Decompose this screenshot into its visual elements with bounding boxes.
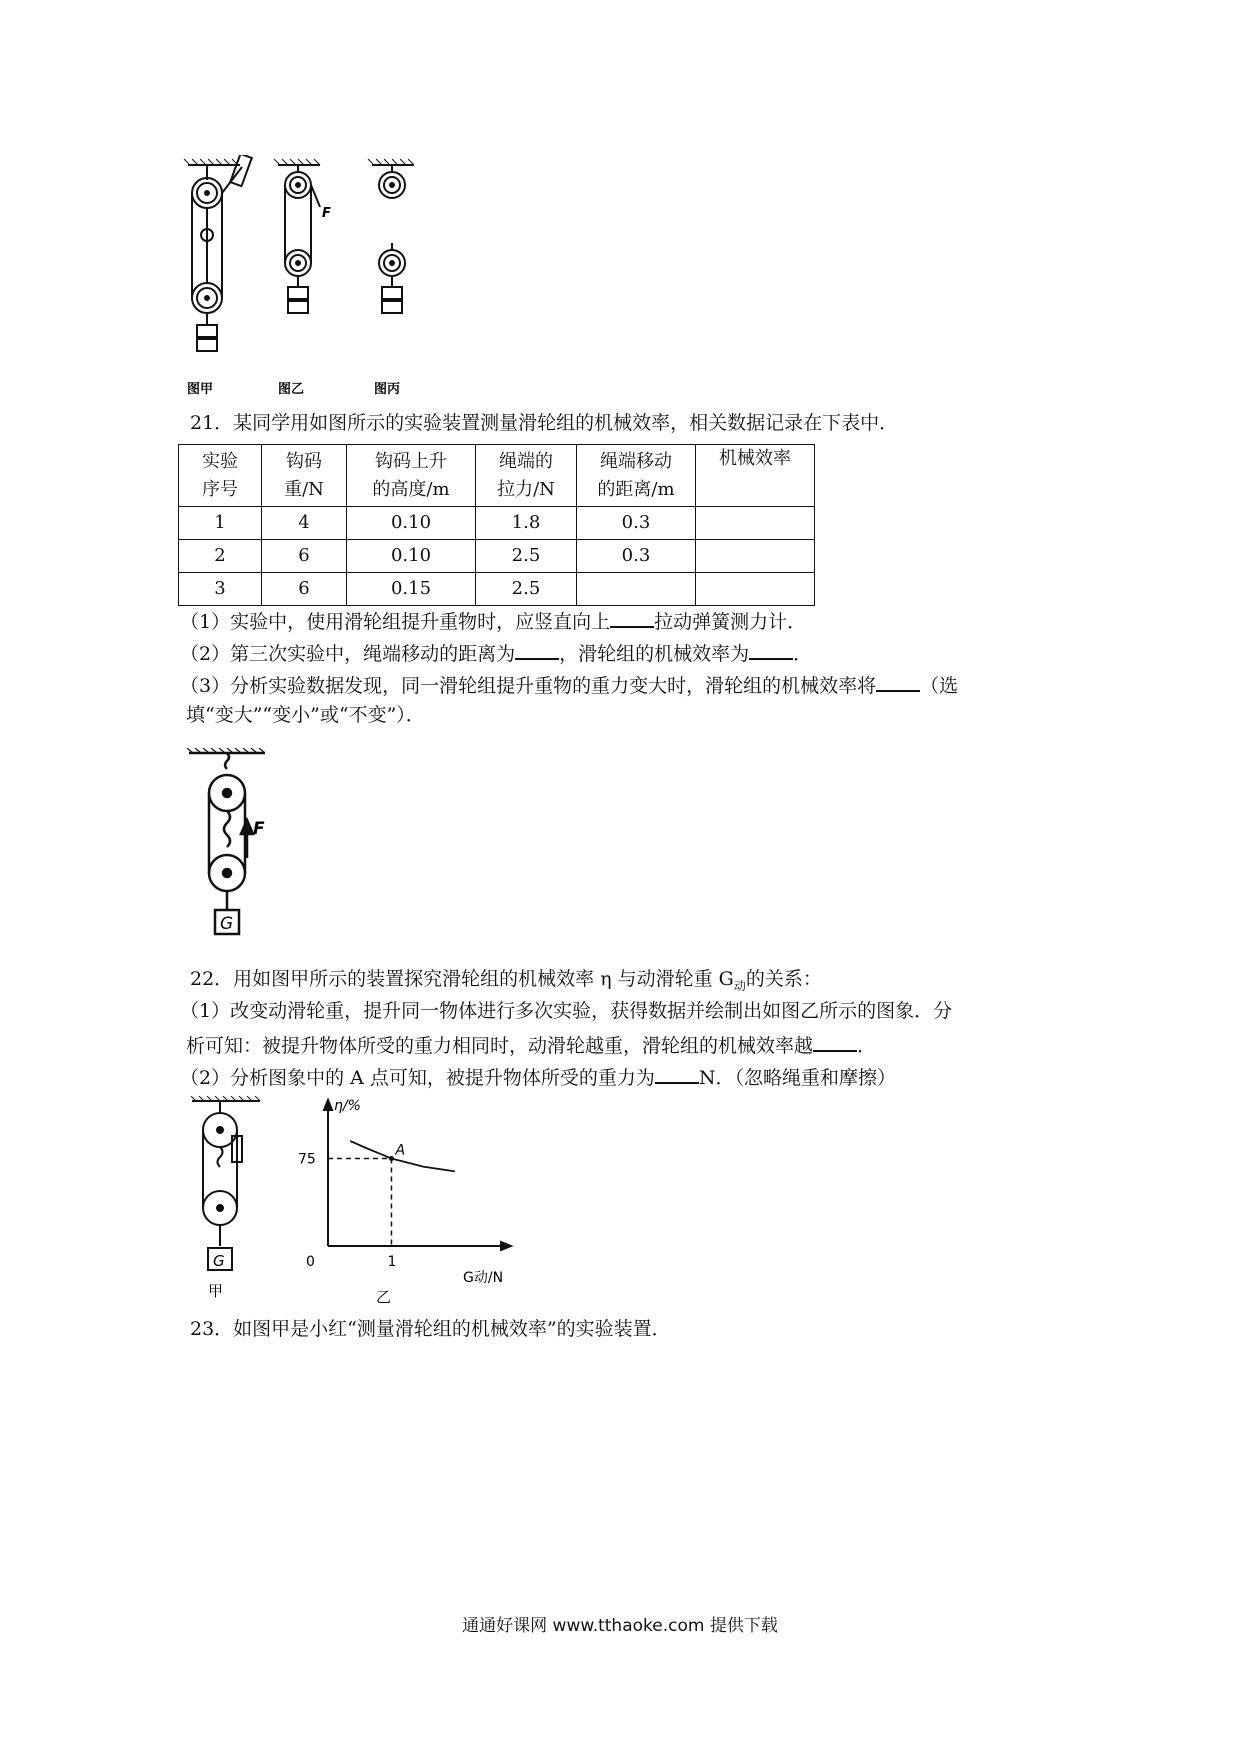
table-cell: 0.10 xyxy=(347,507,476,540)
y-axis-label: η/% xyxy=(334,1098,361,1114)
q22-part2: （2）分析图象中的 A 点可知，被提升物体所受的重力为 N．（忽略绳重和摩擦） xyxy=(180,1062,896,1091)
table-cell xyxy=(696,507,815,540)
table-cell xyxy=(696,573,815,606)
table-cell: 6 xyxy=(262,540,347,573)
weight-label: G xyxy=(220,914,234,934)
table-cell: 2.5 xyxy=(476,573,577,606)
table-row xyxy=(179,573,815,606)
force-label: F xyxy=(253,819,265,839)
table-cell xyxy=(577,573,696,606)
answer-blank[interactable] xyxy=(813,1030,857,1052)
q21-part3: （3）分析实验数据发现，同一滑轮组提升重物的重力变大时，滑轮组的机械效率将 （选 xyxy=(180,670,958,699)
x-axis-arrow xyxy=(501,1242,511,1250)
q21-part3-cont: 填“变大”“变小”或“不变”）． xyxy=(186,704,425,726)
x-tick-label: 1 xyxy=(387,1254,397,1270)
table-cell: 4 xyxy=(262,507,347,540)
table-row xyxy=(179,507,815,540)
point-a-label: A xyxy=(395,1142,406,1159)
efficiency-chart xyxy=(290,1096,550,1311)
answer-blank[interactable] xyxy=(515,638,559,660)
table-cell: 0.3 xyxy=(577,540,696,573)
chart-caption: 乙 xyxy=(376,1288,392,1306)
weight-label-jia: G xyxy=(213,1252,225,1270)
table-header-cell: 实验 序号 xyxy=(179,445,262,507)
force-label-yi: F xyxy=(322,206,331,221)
table-header-cell: 绳端移动 的距离/m xyxy=(577,445,696,507)
table-cell: 2.5 xyxy=(476,540,577,573)
pulley-figure-q21b xyxy=(185,748,295,948)
pulley-figure-q22-jia xyxy=(190,1096,280,1311)
x-axis-label: G动/N xyxy=(463,1270,504,1286)
caption-yi: 图乙 xyxy=(278,382,305,397)
pulley-setup-jia xyxy=(184,155,252,351)
pulley-setup-bing xyxy=(368,159,414,313)
y-tick-label: 75 xyxy=(298,1151,316,1168)
q21-data-table xyxy=(178,444,815,606)
q22-part1-cont: 析可知：被提升物体所受的重力相同时，动滑轮越重，滑轮组的机械效率越 ． xyxy=(186,1030,876,1059)
q21-part2: （2）第三次实验中，绳端移动的距离为 ，滑轮组的机械效率为 ． xyxy=(180,638,812,667)
q23-stem: 23．如图甲是小红“测量滑轮组的机械效率”的实验装置． xyxy=(190,1318,671,1340)
q22-part1: （1）改变动滑轮重，提升同一物体进行多次实验，获得数据并绘制出如图乙所示的图象．分 xyxy=(180,1000,953,1022)
y-axis-arrow xyxy=(324,1100,332,1110)
table-header-cell: 钩码上升 的高度/m xyxy=(347,445,476,507)
table-cell: 3 xyxy=(179,573,262,606)
table-cell xyxy=(696,540,815,573)
table-header-cell: 绳端的 拉力/N xyxy=(476,445,577,507)
origin-label: 0 xyxy=(306,1254,315,1270)
table-cell: 2 xyxy=(179,540,262,573)
pulley-figures-q21 xyxy=(180,155,480,400)
answer-blank[interactable] xyxy=(655,1062,699,1084)
caption-bing: 图丙 xyxy=(374,382,401,397)
answer-blank[interactable] xyxy=(610,606,654,628)
q21-part1: （1）实验中，使用滑轮组提升重物时，应竖直向上 拉动弹簧测力计． xyxy=(180,606,806,635)
caption-jia: 图甲 xyxy=(187,382,214,397)
answer-blank[interactable] xyxy=(749,638,793,660)
q21-stem: 21．某同学用如图所示的实验装置测量滑轮组的机械效率，相关数据记录在下表中． xyxy=(190,412,899,434)
table-cell: 0.10 xyxy=(347,540,476,573)
q22-stem: 22．用如图甲所示的装置探究滑轮组的机械效率 η 与动滑轮重 $G_动$的关系： xyxy=(190,968,822,993)
page-footer: 通通好课网 www.tthaoke.com 提供下载 xyxy=(462,1616,778,1636)
table-row xyxy=(179,540,815,573)
table-cell: 0.3 xyxy=(577,507,696,540)
table-cell: 0.15 xyxy=(347,573,476,606)
table-header-cell: 钩码 重/N xyxy=(262,445,347,507)
table-cell: 1.8 xyxy=(476,507,577,540)
point-a xyxy=(389,1156,394,1161)
table-cell: 1 xyxy=(179,507,262,540)
caption-jia-q22: 甲 xyxy=(208,1282,224,1300)
table-cell: 6 xyxy=(262,573,347,606)
pulley-setup-yi xyxy=(274,159,320,313)
answer-blank[interactable] xyxy=(876,670,920,692)
table-header-cell: 机械效率 xyxy=(696,445,815,507)
table-header-row xyxy=(179,445,815,507)
